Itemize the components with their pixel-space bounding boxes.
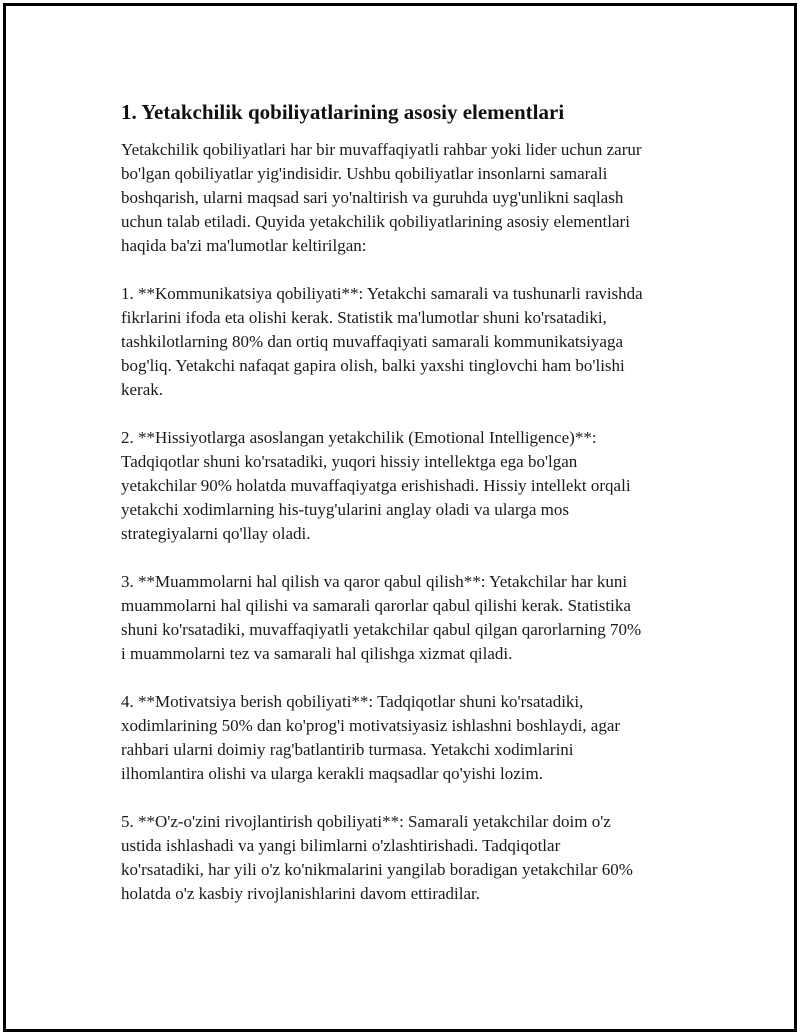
text-line: ko'rsatadiki, har yili o'z ko'nikmalarini yangilab boradigan yetakchilar 60%	[121, 860, 633, 879]
text-line: ustida ishlashadi va yangi bilimlarni o'zlashtirishadi. Tadqiqotlar	[121, 836, 561, 855]
text-line: tashkilotlarning 80% dan ortiq muvaffaqiyati samarali kommunikatsiyaga	[121, 332, 624, 351]
text-line: rahbari ularni doimiy rag'batlantirib turmasa. Yetakchi xodimlarini	[121, 740, 574, 759]
text-line: Yetakchilik qobiliyatlari har bir muvaffaqiyatli rahbar yoki lider uchun zarur	[121, 140, 642, 159]
text-line: 3. **Muammolarni hal qilish va qaror qabul qilish**: Yetakchilar har kuni	[121, 572, 628, 591]
text-line: fikrlarini ifoda eta olishi kerak. Statistik ma'lumotlar shuni ko'rsatadiki,	[121, 308, 607, 327]
text-line: muammolarni hal qilishi va samarali qarorlar qabul qilishi kerak. Statistika	[121, 596, 631, 615]
section-heading: 1. Yetakchilik qobiliyatlarining asosiy elementlari	[121, 100, 565, 124]
text-line: haqida ba'zi ma'lumotlar keltirilgan:	[121, 236, 367, 255]
text-line: Tadqiqotlar shuni ko'rsatadiki, yuqori hissiy intellektga ega bo'lgan	[121, 452, 578, 471]
item-communication	[121, 282, 691, 402]
text-line: uchun talab etiladi. Quyida yetakchilik qobiliyatlarining asosiy elementlari	[121, 212, 630, 231]
item-emotional-intelligence	[121, 426, 691, 546]
text-line: 5. **O'z-o'zini rivojlantirish qobiliyati**: Samarali yetakchilar doim o'z	[121, 812, 611, 831]
text-line: bog'liq. Yetakchi nafaqat gapira olish, balki yaxshi tinglovchi ham bo'lishi	[121, 356, 625, 375]
text-line: yetakchi xodimlarning his-tuyg'ularini anglay oladi va ularga mos	[121, 500, 569, 519]
item-motivation	[121, 690, 691, 786]
text-line: 1. **Kommunikatsiya qobiliyati**: Yetakchi samarali va tushunarli ravishda	[121, 284, 643, 303]
text-line: strategiyalarni qo'llay oladi.	[121, 524, 311, 543]
intro-paragraph	[121, 138, 691, 258]
text-line: ilhomlantira olishi va ularga kerakli maqsadlar qo'yishi lozim.	[121, 764, 543, 783]
text-line: yetakchilar 90% holatda muvaffaqiyatga erishishadi. Hissiy intellekt orqali	[121, 476, 631, 495]
item-problem-solving	[121, 570, 691, 666]
item-self-development	[121, 810, 691, 906]
text-line: bo'lgan qobiliyatlar yig'indisidir. Ushbu qobiliyatlar insonlarni samarali	[121, 164, 608, 183]
text-line: holatda o'z kasbiy rivojlanishlarini davom ettiradilar.	[121, 884, 481, 903]
text-line: 2. **Hissiyotlarga asoslangan yetakchilik (Emotional Intelligence)**:	[121, 428, 597, 447]
page-frame	[3, 3, 797, 1032]
text-line: xodimlarining 50% dan ko'prog'i motivatsiyasiz ishlashni boshlaydi, agar	[121, 716, 621, 735]
text-line: 4. **Motivatsiya berish qobiliyati**: Tadqiqotlar shuni ko'rsatadiki,	[121, 692, 584, 711]
text-line: shuni ko'rsatadiki, muvaffaqiyatli yetakchilar qabul qilgan qarorlarning 70%	[121, 620, 642, 639]
document-body	[121, 98, 691, 930]
text-line: kerak.	[121, 380, 164, 399]
text-line: boshqarish, ularni maqsad sari yo'naltirish va guruhda uyg'unlikni saqlash	[121, 188, 624, 207]
text-line: i muammolarni tez va samarali hal qilishga xizmat qiladi.	[121, 644, 513, 663]
